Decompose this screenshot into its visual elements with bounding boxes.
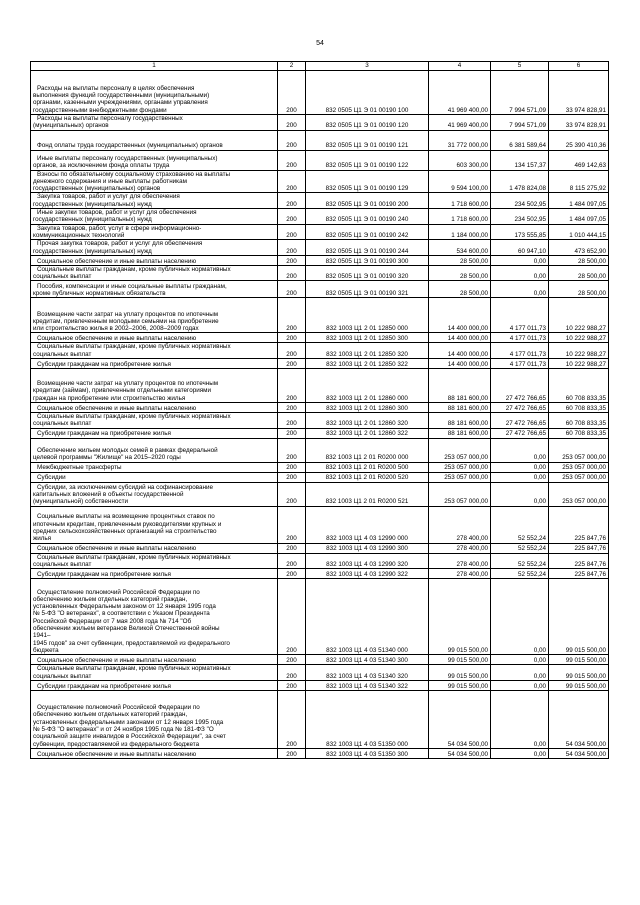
line-code-cell: 200: [278, 240, 306, 256]
classification-code-cell: 832 0505 Ц1 Э 01 00190 242: [306, 224, 429, 240]
classification-code-cell: 832 0505 Ц1 Э 01 00190 121: [306, 130, 429, 150]
approved-amount-cell: 54 034 500,00: [429, 690, 491, 748]
line-item-name: Социальное обеспечение и иные выплаты населению: [31, 543, 278, 553]
executed-amount-cell: 0,00: [491, 579, 549, 655]
table-row: [31, 115, 609, 131]
executed-amount-cell: 0,00: [491, 438, 549, 462]
remaining-amount-cell: 8 115 275,92: [549, 170, 609, 193]
approved-amount-cell: 99 015 500,00: [429, 655, 491, 665]
line-item-name: Социальные выплаты гражданам, кроме публичных нормативных социальных выплат: [31, 343, 278, 359]
classification-code-cell: 832 1003 Ц1 4 03 12990 322: [306, 569, 429, 579]
line-code-cell: 200: [278, 281, 306, 298]
remaining-amount-cell: 99 015 500,00: [549, 579, 609, 655]
classification-code-cell: 832 0505 Ц1 Э 01 00190 129: [306, 170, 429, 193]
table-row: [31, 209, 609, 225]
approved-amount-cell: 88 181 600,00: [429, 428, 491, 438]
executed-amount-cell: 173 555,85: [491, 224, 549, 240]
classification-code-cell: 832 0505 Ц1 Э 01 00190 321: [306, 281, 429, 298]
line-item-name: Расходы на выплаты персоналу в целях обеспечения выполнения функций государственными (муниципальными) органами, казенными учреждениями, органами управления государственными внебюджетными фондами: [31, 71, 278, 115]
line-code-cell: 200: [278, 569, 306, 579]
table-row: [31, 403, 609, 413]
table-row: [31, 553, 609, 569]
line-item-name: Социальное обеспечение и иные выплаты населению: [31, 333, 278, 343]
classification-code-cell: 832 1003 Ц1 4 03 51340 320: [306, 665, 429, 681]
line-item-name: Субсидии гражданам на приобретение жилья: [31, 680, 278, 690]
table-row: [31, 265, 609, 281]
line-item-name: Иные выплаты персоналу государственных (муниципальных) органов, за исключением фонда оплаты труда: [31, 150, 278, 170]
remaining-amount-cell: 60 708 833,35: [549, 369, 609, 403]
approved-amount-cell: 278 400,00: [429, 569, 491, 579]
remaining-amount-cell: 469 142,63: [549, 150, 609, 170]
remaining-amount-cell: 33 974 828,91: [549, 115, 609, 131]
classification-code-cell: 832 1003 Ц1 4 03 51350 300: [306, 748, 429, 758]
table-row: [31, 655, 609, 665]
line-item-name: Иные закупки товаров, работ и услуг для обеспечения государственных (муниципальных) нужд: [31, 209, 278, 225]
approved-amount-cell: 88 181 600,00: [429, 369, 491, 403]
executed-amount-cell: 7 994 571,09: [491, 71, 549, 115]
classification-code-cell: 832 1003 Ц1 2 01 12860 320: [306, 413, 429, 429]
line-item-name: Осуществление полномочий Российской Федерации по обеспечению жильем отдельных категорий граждан, установленных федеральными законами от 12 января 1995 года № 5-ФЗ "О ветеранах" и от 24 ноября 1995 года № 181-ФЗ "О социальной защите инвалидов в Российской Федерации", за счет субвенции, предоставляемой из федерального бюджета: [31, 690, 278, 748]
classification-code-cell: 832 1003 Ц1 2 01 R0200 000: [306, 438, 429, 462]
executed-amount-cell: 0,00: [491, 265, 549, 281]
line-code-cell: 200: [278, 130, 306, 150]
remaining-amount-cell: 10 222 988,27: [549, 333, 609, 343]
classification-code-cell: 832 1003 Ц1 2 01 R0200 521: [306, 482, 429, 506]
line-item-name: Социальные выплаты гражданам, кроме публичных нормативных социальных выплат: [31, 265, 278, 281]
approved-amount-cell: 14 400 000,00: [429, 333, 491, 343]
page-number: 54: [316, 40, 324, 47]
classification-code-cell: 832 1003 Ц1 2 01 12850 300: [306, 333, 429, 343]
remaining-amount-cell: 225 847,76: [549, 569, 609, 579]
executed-amount-cell: 27 472 766,65: [491, 413, 549, 429]
executed-amount-cell: 52 552,24: [491, 569, 549, 579]
line-code-cell: 200: [278, 150, 306, 170]
line-code-cell: 200: [278, 690, 306, 748]
line-item-name: Социальные выплаты гражданам, кроме публичных нормативных социальных выплат: [31, 665, 278, 681]
table-row: [31, 665, 609, 681]
approved-amount-cell: 14 400 000,00: [429, 298, 491, 333]
classification-code-cell: 832 1003 Ц1 2 01 R0200 520: [306, 472, 429, 482]
column-number-row: [31, 62, 609, 71]
executed-amount-cell: 0,00: [491, 482, 549, 506]
remaining-amount-cell: 10 222 988,27: [549, 343, 609, 359]
line-item-name: Возмещение части затрат на уплату процентов по ипотечным кредитам (займам), привлеченным отдельными категориями граждан на приобретение или строительство жилья: [31, 369, 278, 403]
approved-amount-cell: 14 400 000,00: [429, 343, 491, 359]
classification-code-cell: 832 0505 Ц1 Э 01 00190 244: [306, 240, 429, 256]
line-item-name: Закупка товаров, работ, услуг в сфере информационно- коммуникационных технологий: [31, 224, 278, 240]
approved-amount-cell: 54 034 500,00: [429, 748, 491, 758]
remaining-amount-cell: 253 057 000,00: [549, 462, 609, 472]
line-item-name: Закупка товаров, работ и услуг для обеспечения государственных (муниципальных) нужд: [31, 193, 278, 209]
table-row: [31, 298, 609, 333]
remaining-amount-cell: 60 708 833,35: [549, 413, 609, 429]
line-item-name: Социальное обеспечение и иные выплаты населению: [31, 255, 278, 265]
table-row: [31, 333, 609, 343]
column-number: 2: [278, 62, 306, 71]
executed-amount-cell: 0,00: [491, 462, 549, 472]
line-item-name: Осуществление полномочий Российской Федерации по обеспечению жильем отдельных категорий граждан, установленных Федеральным законом от 12 января 1995 года № 5-ФЗ "О ветеранах", в соответствии с Указом Президента Российской Федерации от 7 мая 2008 года № 714 "Об обеспечении жильем ветеранов Великой Отечественной войны 1941– 1945 годов" за счет субвенции, предоставляемой из федерального бюджета: [31, 579, 278, 655]
line-item-name: Возмещение части затрат на уплату процентов по ипотечным кредитам, привлеченным молодыми семьями на приобретение или строительство жилья в 2002–2006, 2008–2009 годах: [31, 298, 278, 333]
table-row: [31, 130, 609, 150]
budget-table-body: [31, 62, 609, 759]
remaining-amount-cell: 54 034 500,00: [549, 748, 609, 758]
line-item-name: Фонд оплаты труда государственных (муниципальных) органов: [31, 130, 278, 150]
table-row: [31, 569, 609, 579]
remaining-amount-cell: 99 015 500,00: [549, 680, 609, 690]
table-row: [31, 472, 609, 482]
approved-amount-cell: 31 772 000,00: [429, 130, 491, 150]
classification-code-cell: 832 1003 Ц1 4 03 12990 000: [306, 506, 429, 543]
classification-code-cell: 832 1003 Ц1 2 01 12850 320: [306, 343, 429, 359]
classification-code-cell: 832 0505 Ц1 Э 01 00190 200: [306, 193, 429, 209]
executed-amount-cell: 0,00: [491, 748, 549, 758]
approved-amount-cell: 278 400,00: [429, 506, 491, 543]
classification-code-cell: 832 1003 Ц1 2 01 R0200 500: [306, 462, 429, 472]
table-row: [31, 150, 609, 170]
line-code-cell: 200: [278, 543, 306, 553]
table-row: [31, 413, 609, 429]
table-row: [31, 343, 609, 359]
executed-amount-cell: 0,00: [491, 655, 549, 665]
line-item-name: Субсидии гражданам на приобретение жилья: [31, 428, 278, 438]
column-number: 6: [549, 62, 609, 71]
remaining-amount-cell: 1 484 097,05: [549, 209, 609, 225]
executed-amount-cell: 27 472 766,65: [491, 403, 549, 413]
approved-amount-cell: 28 500,00: [429, 281, 491, 298]
line-code-cell: 200: [278, 579, 306, 655]
executed-amount-cell: 0,00: [491, 281, 549, 298]
approved-amount-cell: 41 969 400,00: [429, 71, 491, 115]
table-row: [31, 224, 609, 240]
classification-code-cell: 832 1003 Ц1 4 03 12990 320: [306, 553, 429, 569]
remaining-amount-cell: 253 057 000,00: [549, 482, 609, 506]
table-row: [31, 71, 609, 115]
approved-amount-cell: 9 594 100,00: [429, 170, 491, 193]
line-item-name: Взносы по обязательному социальному страхованию на выплаты денежного содержания и иные выплаты работникам государственных (муниципальных) органов: [31, 170, 278, 193]
budget-table: [30, 61, 609, 759]
remaining-amount-cell: 253 057 000,00: [549, 472, 609, 482]
line-code-cell: 200: [278, 506, 306, 543]
line-item-name: Расходы на выплаты персоналу государственных (муниципальных) органов: [31, 115, 278, 131]
approved-amount-cell: 1 718 600,00: [429, 209, 491, 225]
line-code-cell: 200: [278, 71, 306, 115]
approved-amount-cell: 28 500,00: [429, 265, 491, 281]
line-code-cell: 200: [278, 655, 306, 665]
table-row: [31, 255, 609, 265]
approved-amount-cell: 14 400 000,00: [429, 359, 491, 369]
table-row: [31, 680, 609, 690]
line-item-name: Пособия, компенсации и иные социальные выплаты гражданам, кроме публичных нормативных обязательств: [31, 281, 278, 298]
line-code-cell: 200: [278, 265, 306, 281]
classification-code-cell: 832 0505 Ц1 Э 01 00190 320: [306, 265, 429, 281]
classification-code-cell: 832 1003 Ц1 2 01 12850 000: [306, 298, 429, 333]
approved-amount-cell: 1 718 600,00: [429, 193, 491, 209]
line-code-cell: 200: [278, 428, 306, 438]
executed-amount-cell: 4 177 011,73: [491, 333, 549, 343]
approved-amount-cell: 278 400,00: [429, 553, 491, 569]
executed-amount-cell: 234 502,95: [491, 193, 549, 209]
classification-code-cell: 832 0505 Ц1 Э 01 00190 240: [306, 209, 429, 225]
table-row: [31, 482, 609, 506]
classification-code-cell: 832 0505 Ц1 Э 01 00190 300: [306, 255, 429, 265]
executed-amount-cell: 0,00: [491, 665, 549, 681]
remaining-amount-cell: 225 847,76: [549, 553, 609, 569]
line-item-name: Социальное обеспечение и иные выплаты населению: [31, 655, 278, 665]
line-item-name: Межбюджетные трансферты: [31, 462, 278, 472]
remaining-amount-cell: 10 222 988,27: [549, 359, 609, 369]
executed-amount-cell: 4 177 011,73: [491, 359, 549, 369]
executed-amount-cell: 0,00: [491, 472, 549, 482]
remaining-amount-cell: 28 500,00: [549, 265, 609, 281]
line-item-name: Социальные выплаты гражданам, кроме публичных нормативных социальных выплат: [31, 553, 278, 569]
executed-amount-cell: 52 552,24: [491, 553, 549, 569]
line-item-name: Обеспечение жильем молодых семей в рамках федеральной целевой программы "Жилище" на 2015–2020 годы: [31, 438, 278, 462]
executed-amount-cell: 134 157,37: [491, 150, 549, 170]
executed-amount-cell: 27 472 766,65: [491, 428, 549, 438]
approved-amount-cell: 603 300,00: [429, 150, 491, 170]
column-number: 4: [429, 62, 491, 71]
column-number: 3: [306, 62, 429, 71]
executed-amount-cell: 0,00: [491, 255, 549, 265]
approved-amount-cell: 99 015 500,00: [429, 680, 491, 690]
line-code-cell: 200: [278, 553, 306, 569]
executed-amount-cell: 7 994 571,09: [491, 115, 549, 131]
column-number: 1: [31, 62, 278, 71]
executed-amount-cell: 4 177 011,73: [491, 298, 549, 333]
line-code-cell: 200: [278, 333, 306, 343]
line-code-cell: 200: [278, 115, 306, 131]
approved-amount-cell: 88 181 600,00: [429, 403, 491, 413]
classification-code-cell: 832 0505 Ц1 Э 01 00190 120: [306, 115, 429, 131]
classification-code-cell: 832 1003 Ц1 2 01 12850 322: [306, 359, 429, 369]
remaining-amount-cell: 33 974 828,91: [549, 71, 609, 115]
table-row: [31, 462, 609, 472]
executed-amount-cell: 60 947,10: [491, 240, 549, 256]
line-item-name: Субсидии гражданам на приобретение жилья: [31, 569, 278, 579]
line-code-cell: 200: [278, 482, 306, 506]
remaining-amount-cell: 25 390 410,36: [549, 130, 609, 150]
table-row: [31, 748, 609, 758]
line-code-cell: 200: [278, 438, 306, 462]
table-row: [31, 428, 609, 438]
line-code-cell: 200: [278, 298, 306, 333]
approved-amount-cell: 253 057 000,00: [429, 438, 491, 462]
remaining-amount-cell: 1 484 097,05: [549, 193, 609, 209]
remaining-amount-cell: 253 057 000,00: [549, 438, 609, 462]
column-number: 5: [491, 62, 549, 71]
table-row: [31, 438, 609, 462]
remaining-amount-cell: 99 015 500,00: [549, 655, 609, 665]
line-item-name: Прочая закупка товаров, работ и услуг для обеспечения государственных (муниципальных) нужд: [31, 240, 278, 256]
executed-amount-cell: 4 177 011,73: [491, 343, 549, 359]
executed-amount-cell: 0,00: [491, 680, 549, 690]
classification-code-cell: 832 0505 Ц1 Э 01 00190 122: [306, 150, 429, 170]
classification-code-cell: 832 1003 Ц1 4 03 12990 300: [306, 543, 429, 553]
classification-code-cell: 832 1003 Ц1 4 03 51340 000: [306, 579, 429, 655]
approved-amount-cell: 253 057 000,00: [429, 472, 491, 482]
line-code-cell: 200: [278, 413, 306, 429]
approved-amount-cell: 1 184 000,00: [429, 224, 491, 240]
executed-amount-cell: 6 381 589,64: [491, 130, 549, 150]
line-item-name: Социальные выплаты гражданам, кроме публичных нормативных социальных выплат: [31, 413, 278, 429]
line-code-cell: 200: [278, 462, 306, 472]
remaining-amount-cell: 60 708 833,35: [549, 428, 609, 438]
executed-amount-cell: 0,00: [491, 690, 549, 748]
line-item-name: Социальное обеспечение и иные выплаты населению: [31, 403, 278, 413]
approved-amount-cell: 253 057 000,00: [429, 482, 491, 506]
classification-code-cell: 832 1003 Ц1 4 03 51350 000: [306, 690, 429, 748]
remaining-amount-cell: 28 500,00: [549, 281, 609, 298]
remaining-amount-cell: 54 034 500,00: [549, 690, 609, 748]
line-code-cell: 200: [278, 403, 306, 413]
line-code-cell: 200: [278, 369, 306, 403]
table-row: [31, 240, 609, 256]
remaining-amount-cell: 473 652,90: [549, 240, 609, 256]
remaining-amount-cell: 99 015 500,00: [549, 665, 609, 681]
table-row: [31, 579, 609, 655]
line-code-cell: 200: [278, 472, 306, 482]
executed-amount-cell: 1 478 824,08: [491, 170, 549, 193]
line-code-cell: 200: [278, 748, 306, 758]
line-item-name: Социальные выплаты на возмещение процентных ставок по ипотечным кредитам, привлеченным руководителями крупных и средних сельскохозяйственных организаций на строительство жилья: [31, 506, 278, 543]
table-row: [31, 690, 609, 748]
classification-code-cell: 832 1003 Ц1 2 01 12860 300: [306, 403, 429, 413]
line-item-name: Социальное обеспечение и иные выплаты населению: [31, 748, 278, 758]
line-item-name: Субсидии: [31, 472, 278, 482]
line-code-cell: 200: [278, 209, 306, 225]
table-row: [31, 170, 609, 193]
remaining-amount-cell: 225 847,76: [549, 543, 609, 553]
line-code-cell: 200: [278, 359, 306, 369]
classification-code-cell: 832 1003 Ц1 4 03 51340 300: [306, 655, 429, 665]
line-code-cell: 200: [278, 224, 306, 240]
line-code-cell: 200: [278, 193, 306, 209]
approved-amount-cell: 99 015 500,00: [429, 579, 491, 655]
table-row: [31, 359, 609, 369]
line-code-cell: 200: [278, 170, 306, 193]
line-code-cell: 200: [278, 255, 306, 265]
table-row: [31, 369, 609, 403]
executed-amount-cell: 27 472 766,65: [491, 369, 549, 403]
approved-amount-cell: 41 969 400,00: [429, 115, 491, 131]
classification-code-cell: 832 1003 Ц1 4 03 51340 322: [306, 680, 429, 690]
remaining-amount-cell: 60 708 833,35: [549, 403, 609, 413]
approved-amount-cell: 278 400,00: [429, 543, 491, 553]
table-row: [31, 543, 609, 553]
approved-amount-cell: 99 015 500,00: [429, 665, 491, 681]
approved-amount-cell: 88 181 600,00: [429, 413, 491, 429]
approved-amount-cell: 28 500,00: [429, 255, 491, 265]
line-code-cell: 200: [278, 665, 306, 681]
remaining-amount-cell: 10 222 988,27: [549, 298, 609, 333]
remaining-amount-cell: 225 847,76: [549, 506, 609, 543]
remaining-amount-cell: 28 500,00: [549, 255, 609, 265]
table-row: [31, 193, 609, 209]
classification-code-cell: 832 0505 Ц1 Э 01 00190 100: [306, 71, 429, 115]
executed-amount-cell: 52 552,24: [491, 543, 549, 553]
line-code-cell: 200: [278, 680, 306, 690]
table-row: [31, 281, 609, 298]
line-code-cell: 200: [278, 343, 306, 359]
remaining-amount-cell: 1 010 444,15: [549, 224, 609, 240]
table-row: [31, 506, 609, 543]
line-item-name: Субсидии, за исключением субсидий на софинансирование капитальных вложений в объекты государственной (муниципальной) собственности: [31, 482, 278, 506]
classification-code-cell: 832 1003 Ц1 2 01 12860 000: [306, 369, 429, 403]
executed-amount-cell: 52 552,24: [491, 506, 549, 543]
approved-amount-cell: 534 600,00: [429, 240, 491, 256]
classification-code-cell: 832 1003 Ц1 2 01 12860 322: [306, 428, 429, 438]
line-item-name: Субсидии гражданам на приобретение жилья: [31, 359, 278, 369]
executed-amount-cell: 234 502,95: [491, 209, 549, 225]
approved-amount-cell: 253 057 000,00: [429, 462, 491, 472]
